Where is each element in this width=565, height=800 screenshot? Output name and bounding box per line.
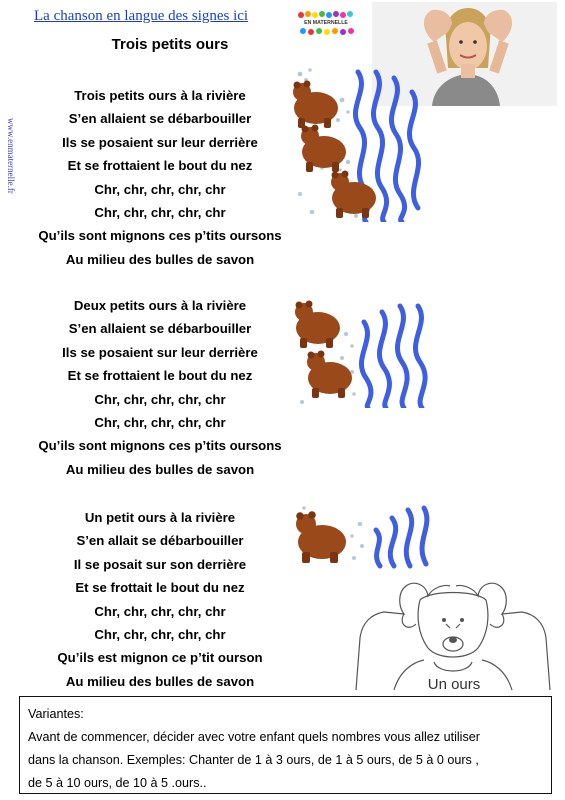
stanza-2 [0,294,320,481]
lyric-line: Chr, chr, chr, chr, chr [94,391,226,407]
bear-icon [307,351,352,399]
lyric-line: Chr, chr, chr, chr, chr [94,204,226,220]
handprints-icon [298,11,353,18]
bear-icon [296,511,346,563]
lyric-line: Qu’ils sont mignons ces p’tits oursons [38,438,282,454]
lyric-line: Il se posait sur son derrière [73,556,247,572]
stanza-3 [0,506,320,693]
en-maternelle-logo [295,10,357,36]
sign-bear-drawing [354,578,552,696]
lyric-line: Au milieu des bulles de savon [65,251,255,267]
lyric-line: S’en allaient se débarbouiller [68,321,252,337]
svg-text:EN MATERNELLE: EN MATERNELLE [304,20,348,26]
lyric-line: Un petit ours à la rivière [84,510,236,525]
lyric-line: Chr, chr, chr, chr, chr [94,603,226,619]
lyric-line: S’en allait se débarbouiller [76,533,244,549]
bear-icon [293,81,338,129]
lyric-line: Deux petits ours à la rivière [73,298,247,313]
lyric-line: Et se frottait le bout du nez [75,580,245,596]
variants-text-3: de 5 à 10 ours, de 10 à 5 .ours.. [28,776,207,790]
lyric-line: Chr, chr, chr, chr, chr [94,181,226,197]
variants-box [19,696,552,794]
sign-caption: Un ours [427,676,481,693]
one-bear-illustration [290,500,435,572]
two-bears-illustration [290,298,435,408]
sign-language-link[interactable]: La chanson en langue des signes ici [34,8,249,24]
lyric-line: Au milieu des bulles de savon [65,673,255,689]
variants-text-2: dans la chanson. Exemples: Chanter de 1 à 3 ours, de 1 à 5 ours, de 5 à 0 ours , [28,753,479,767]
lyric-line: Qu’ils sont mignons ces p’tits oursons [38,228,282,244]
variants-heading: Variantes: [28,707,84,721]
lyric-line: Trois petits ours à la rivière [74,88,246,103]
lyric-line: Chr, chr, chr, chr, chr [94,414,226,430]
lyric-line: Chr, chr, chr, chr, chr [94,626,226,642]
song-title: Trois petits ours [111,36,229,53]
stanza-1 [0,84,320,271]
lyric-line: Et se frottaient le bout du nez [67,368,253,384]
lyric-line: Et se frottaient le bout du nez [67,158,253,174]
lyric-line: Qu’ils est mignon ce p’tit ourson [57,650,263,666]
bear-icon [295,301,340,349]
three-bears-illustration [290,66,435,222]
lyric-line: Ils se posaient sur leur derrière [62,134,258,150]
bear-icon [301,125,346,173]
lyric-line: Au milieu des bulles de savon [65,461,255,477]
lyric-line: Ils se posaient sur leur derrière [62,344,258,360]
variants-text-1: Avant de commencer, décider avec votre enfant quels nombres vous allez utiliser [28,730,480,744]
lyric-line: S’en allaient se débarbouiller [68,111,252,127]
side-website-url[interactable]: www.enmaternelle.fr [6,118,16,194]
